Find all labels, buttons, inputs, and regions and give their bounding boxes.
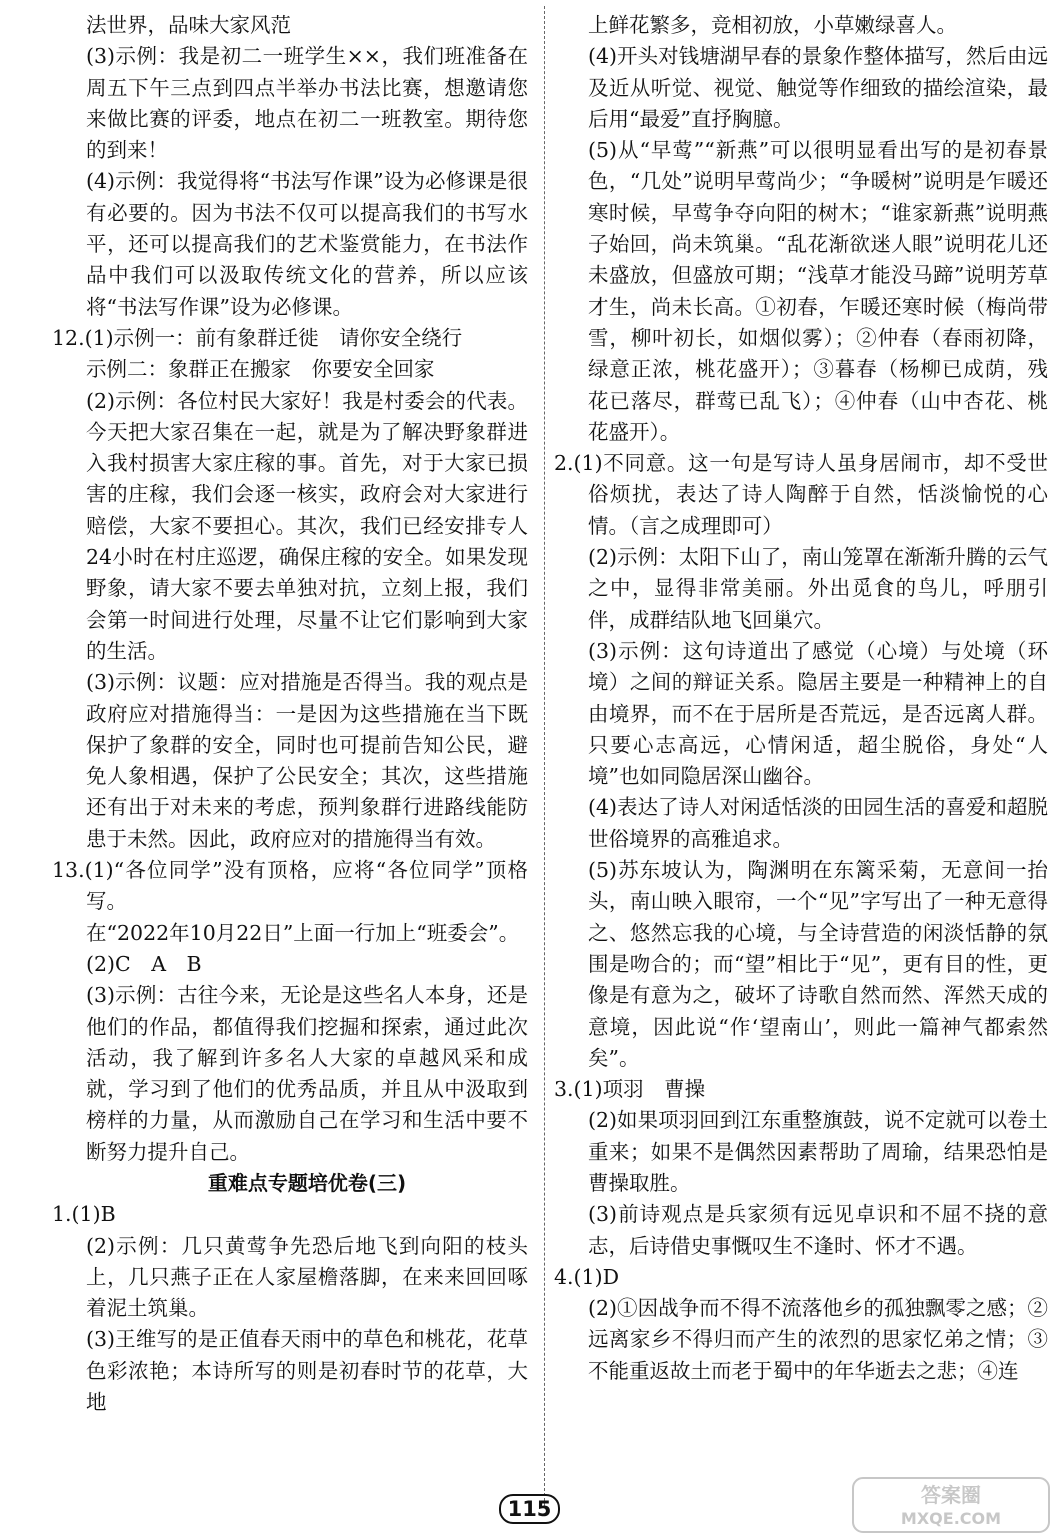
answer-paragraph: (3)王维写的是正值春天雨中的草色和桃花，花草色彩浓艳；本诗所写的则是初春时节的花草，大地 [86,1327,528,1415]
svg-text:MXQE.COM: MXQE.COM [900,1509,1002,1528]
answer-paragraph: (4)示例：我觉得将“书法写作课”设为必修课是很有必要的。因为书法不仅可以提高我们的书写水平，还可以提高我们的艺术鉴赏能力，在书法作品中我们可以汲取传统文化的营养，所以应该将“书法写作课”设为必修课。 [86,169,528,319]
section-heading: 重难点专题培优卷(三) [207,1170,407,1195]
answer-paragraph: (2)①因战争而不得不流落他乡的孤独飘零之感；②远离家乡不得归而产生的浓烈的思家忆弟之情；③不能重返故土而老于蜀中的年华逝去之悲；④连 [588,1296,1048,1383]
answer-paragraph: (2)示例：各位村民大家好！我是村委会的代表。今天把大家召集在一起，就是为了解决野象群进入我村损害大家庄稼的事。首先，对于大家已损害的庄稼，我们会逐一核实，政府会对大家进行赔偿，大家不要担心。其次，我们已经安排专人24小时在村庄巡逻，确保庄稼的安全。如果发现野象，请大家不要去单独对抗，立刻上报，我们会第一时间进行处理，尽量不让它们影响到大家的生活。 [86,388,528,663]
question-item: 12.(1)示例一：前有象群迁徙 请你安全绕行 [52,325,463,350]
svg-text:答案圈: 答案圈 [921,1483,981,1507]
answer-paragraph: (3)示例：这句诗道出了感觉（心境）与处境（环境）之间的辩证关系。隐居主要是一种精神上的自由境界，而不在于居所是否荒远，是否远离人群。只要心志高远，心情闲适，超尘脱俗，身处“人境”也如同隐居深山幽谷。 [588,638,1048,789]
answer-paragraph: 在“2022年10月22日”上面一行加上“班委会”。 [86,920,520,945]
question-item: 2.(1)不同意。这一句是写诗人虽身居闹市，却不受世俗烦扰，表达了诗人陶醉于自然，恬淡愉悦的心情。（言之成理即可） [554,451,1048,538]
answer-paragraph: (2)示例：几只黄莺争先恐后地飞到向阳的枝头上，几只燕子正在人家屋檐落脚，在来来回回啄着泥土筑巢。 [86,1233,528,1321]
answer-paragraph: (2)如果项羽回到江东重整旗鼓，说不定就可以卷土重来；如果不是偶然因素帮助了周瑜，结果恐怕是曹操取胜。 [588,1108,1048,1195]
question-item: 3.(1)项羽 曹操 [554,1077,706,1102]
answer-paragraph: (2)C A B [86,951,202,976]
answer-paragraph: (3)前诗观点是兵家须有远见卓识和不屈不挠的意志，后诗借史事慨叹生不逢时、怀才不遇。 [588,1202,1048,1258]
answer-paragraph: (3)示例：我是初二一班学生××，我们班准备在周五下午三点到四点半举办书法比赛，想邀请您来做比赛的评委，地点在初二一班教室。期待您的到来！ [86,44,528,163]
question-item: 13.(1)“各位同学”没有顶格，应将“各位同学”顶格写。 [52,858,528,914]
answer-paragraph: (4)表达了诗人对闲适恬淡的田园生活的喜爱和超脱世俗境界的高雅追求。 [588,795,1048,851]
left-column [52,10,528,1418]
answer-paragraph: 示例二：象群正在搬家 你要安全回家 [86,357,435,382]
right-column [554,10,1048,1387]
answer-paragraph: (3)示例：议题：应对措施是否得当。我的观点是政府应对措施得当：一是因为这些措施在当下既保护了象群的安全，同时也可提前告知公民，避免人象相遇，保护了公民安全；其次，这些措施还有出于对未来的考虑，预判象群行进路线能防患于未然。因此，政府应对的措施得当有效。 [86,670,528,851]
answer-paragraph: (2)示例：太阳下山了，南山笼罩在渐渐升腾的云气之中，显得非常美丽。外出觅食的鸟儿，呼朋引伴，成群结队地飞回巢穴。 [588,545,1048,632]
answer-paragraph: (4)开头对钱塘湖早春的景象作整体描写，然后由远及近从听觉、视觉、触觉等作细致的描绘渲染，最后用“最爱”直抒胸臆。 [588,44,1048,131]
answer-paragraph: (5)苏东坡认为，陶渊明在东篱采菊，无意间一抬头，南山映入眼帘，一个“见”字写出了一种无意得之、悠然忘我的心境，与全诗营造的闲淡恬静的氛围是吻合的；而“望”相比于“见”，更有目的性，更像是有意为之，破坏了诗歌自然而然、浑然天成的意境，因此说“作‘望南山’，则此一篇神气都索然矣”。 [588,858,1048,1070]
column-divider [544,6,545,1506]
page-number-label: 115 [499,1494,561,1524]
watermark-logo [851,1476,1051,1534]
answer-paragraph: (3)示例：古往今来，无论是这些名人本身，还是他们的作品，都值得我们挖掘和探索，通过此次活动，我了解到许多名人大家的卓越风采和成就，学习到了他们的优秀品质，并且从中汲取到榜样的力量，从而激励自己在学习和生活中要不断努力提升自己。 [86,983,528,1164]
question-item: 4.(1)D [554,1264,620,1289]
answer-paragraph: 法世界，品味大家风范 [86,13,291,37]
question-item: 1.(1)B [52,1202,116,1227]
answer-paragraph: (5)从“早莺”“新燕”可以很明显看出写的是初春景色，“几处”说明早莺尚少；“争暖树”说明是乍暖还寒时候，早莺争夺向阳的树木；“谁家新燕”说明燕子始回，尚未筑巢。“乱花渐欲迷人眼”说明花儿还未盛放，但盛放可期；“浅草才能没马蹄”说明芳草才生，尚未长高。①初春，乍暖还寒时候（梅尚带雪，柳叶初长，如烟似雾）；②仲春（春雨初降，绿意正浓，桃花盛开）；③暮春（杨柳已成荫，残花已落尽，群莺已乱飞）；④仲春（山中杏花、桃花盛开）。 [588,138,1048,444]
answer-paragraph: 上鲜花繁多，竞相初放，小草嫩绿喜人。 [588,13,957,37]
